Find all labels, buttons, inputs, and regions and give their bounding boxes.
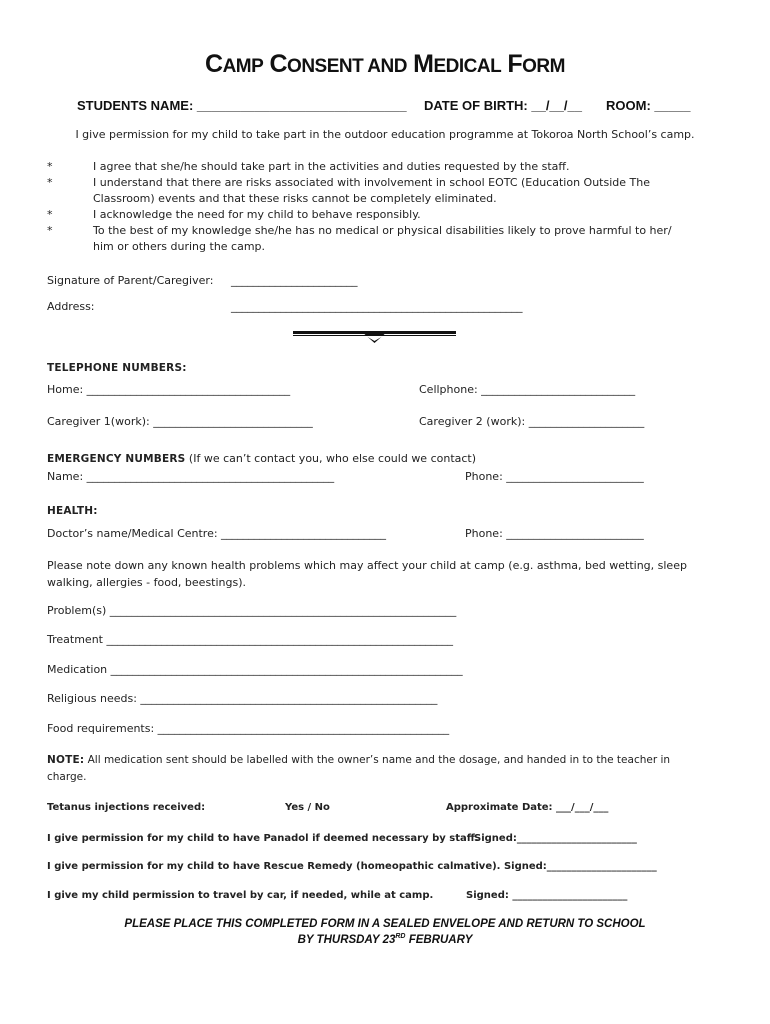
date-of-birth-field[interactable]: DATE OF BIRTH: __/__/__ xyxy=(424,98,582,113)
return-deadline: BY THURSDAY 23RD FEBRUARY xyxy=(297,933,473,946)
caregiver2-field[interactable]: Caregiver 2 (work): _____________________ xyxy=(419,415,645,428)
bullet-text: I acknowledge the need for my child to behave responsibly. xyxy=(93,208,421,221)
ornament-divider xyxy=(293,327,456,347)
bullet-marker: * xyxy=(47,224,53,237)
health-note: Please note down any known health problems which may affect your child at camp (e.g. asthma, bed wetting, sleep xyxy=(47,559,687,572)
tetanus-date-field[interactable]: Approximate Date: ___/___/___ xyxy=(446,802,609,813)
medication-note-cont: charge. xyxy=(47,771,87,783)
address-label: Address: xyxy=(47,300,95,313)
room-field[interactable]: ROOM: _____ xyxy=(606,98,691,113)
bullet-text: I agree that she/he should take part in the activities and duties requested by the staff. xyxy=(93,160,570,173)
bullet-text: him or others during the camp. xyxy=(93,240,266,253)
emergency-name-field[interactable]: Name: _____________________________________________ xyxy=(47,470,335,483)
doctor-field[interactable]: Doctor’s name/Medical Centre: ______________________________ xyxy=(47,527,387,540)
signature-field[interactable]: _______________________ xyxy=(231,274,358,287)
bullet-text: I understand that there are risks associated with involvement in school EOTC (Education Outside The xyxy=(93,176,650,189)
bullet-text: Classroom) events and that these risks cannot be completely eliminated. xyxy=(93,192,497,205)
tetanus-yes-no[interactable]: Yes / No xyxy=(285,802,330,813)
medication-field[interactable]: Medication ________________________________________________________________ xyxy=(47,663,463,676)
tetanus-label: Tetanus injections received: xyxy=(47,802,206,813)
return-instruction: PLEASE PLACE THIS COMPLETED FORM IN A SEALED ENVELOPE AND RETURN TO SCHOOL xyxy=(124,918,646,930)
treatment-field[interactable]: Treatment _______________________________________________________________ xyxy=(47,633,453,646)
food-requirements-field[interactable]: Food requirements: _____________________________________________________ xyxy=(47,722,450,735)
health-heading: HEALTH: xyxy=(47,505,98,517)
emergency-heading: EMERGENCY NUMBERS (If we can’t contact you, who else could we contact) xyxy=(47,452,477,465)
travel-permission: I give my child permission to travel by car, if needed, while at camp. xyxy=(47,890,434,901)
panadol-permission: I give permission for my child to have Panadol if deemed necessary by staff. xyxy=(47,833,479,844)
panadol-signature-field[interactable]: Signed:________________________ xyxy=(474,833,637,844)
health-note: walking, allergies - food, beestings). xyxy=(47,576,247,589)
students-name-field[interactable]: STUDENTS NAME: _____________________________ xyxy=(77,98,407,113)
emergency-phone-field[interactable]: Phone: _________________________ xyxy=(465,470,644,483)
home-phone-field[interactable]: Home: _____________________________________ xyxy=(47,383,291,396)
permission-statement: I give permission for my child to take part in the outdoor education programme at Tokoroa North School’s camp. xyxy=(75,128,695,141)
caregiver1-field[interactable]: Caregiver 1(work): _____________________________ xyxy=(47,415,313,428)
doctor-phone-field[interactable]: Phone: _________________________ xyxy=(465,527,644,540)
religious-needs-field[interactable]: Religious needs: ______________________________________________________ xyxy=(47,692,438,705)
travel-signature-field[interactable]: Signed: _______________________ xyxy=(466,890,628,901)
medication-note: NOTE: All medication sent should be labelled with the owner’s name and the dosage, and handed in to the teacher in xyxy=(47,754,671,766)
problems-field[interactable]: Problem(s) _______________________________________________________________ xyxy=(47,604,457,617)
form-title: CAMP CONSENT AND MEDICAL FORM xyxy=(205,50,565,78)
bullet-text: To the best of my knowledge she/he has no medical or physical disabilities likely to prove harmful to her/ xyxy=(93,224,672,237)
address-field[interactable]: _____________________________________________________ xyxy=(231,300,523,313)
cellphone-field[interactable]: Cellphone: ____________________________ xyxy=(419,383,636,396)
bullet-marker: * xyxy=(47,160,53,173)
rescue-remedy-permission[interactable]: I give permission for my child to have Rescue Remedy (homeopathic calmative). Signed:______________________ xyxy=(47,861,657,872)
bullet-marker: * xyxy=(47,176,53,189)
signature-label: Signature of Parent/Caregiver: xyxy=(47,274,214,287)
bullet-marker: * xyxy=(47,208,53,221)
telephone-heading: TELEPHONE NUMBERS: xyxy=(47,362,187,374)
